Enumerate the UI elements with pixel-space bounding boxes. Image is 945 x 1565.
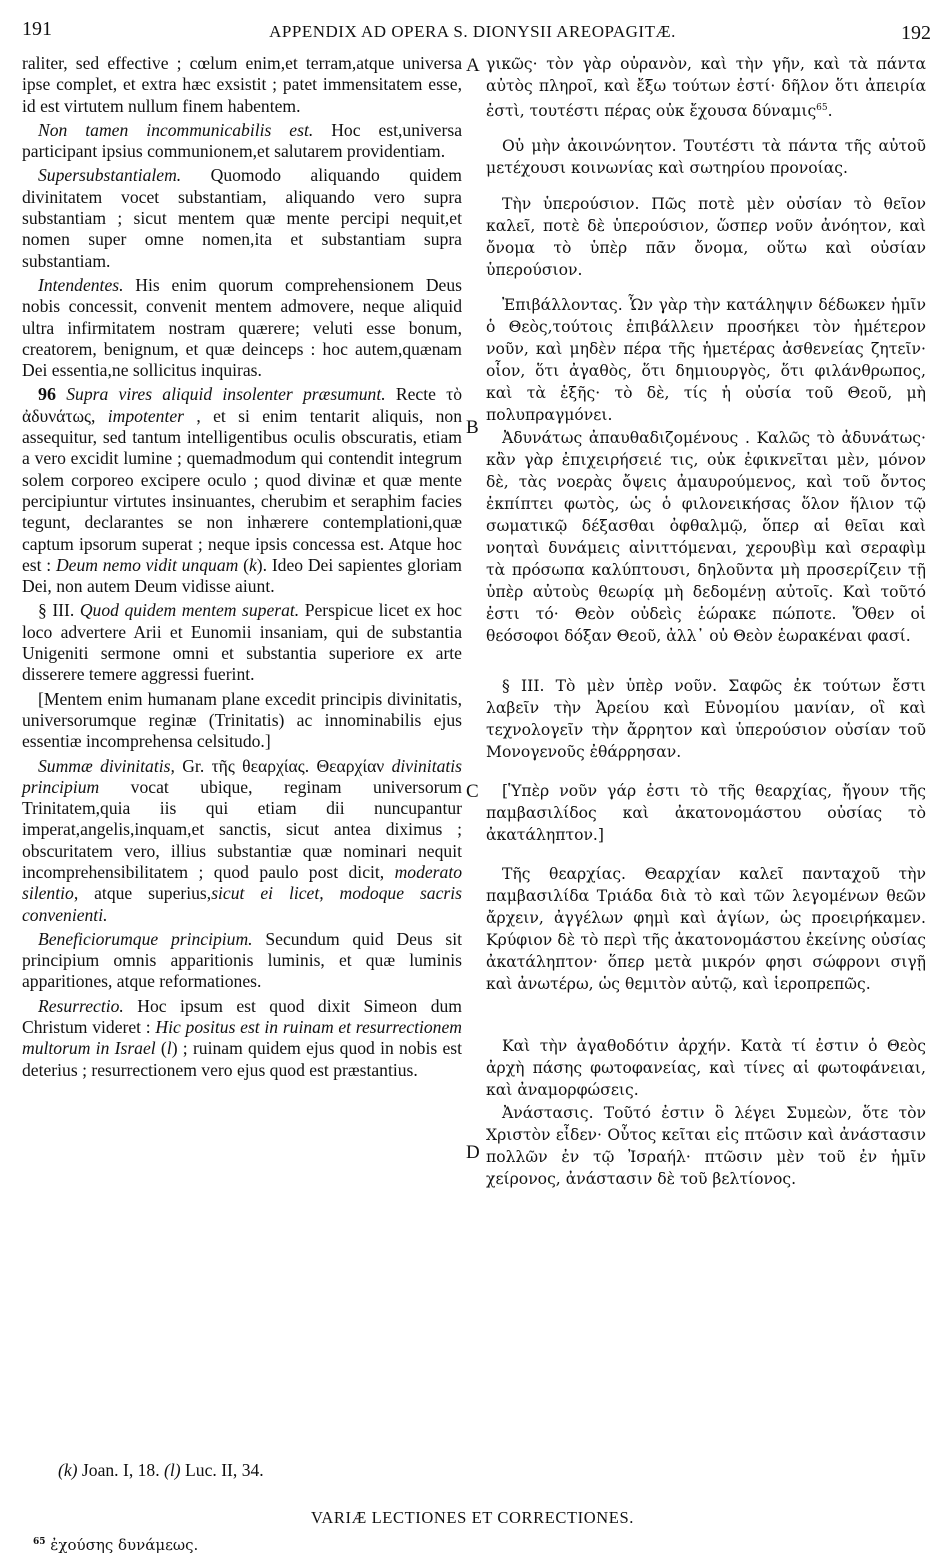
greek-paragraph: γικῶς· τὸν γὰρ οὐρανὸν, καὶ τὴν γῆν, καὶ τὰ πάντα αὐτὸς πληροῖ, καὶ ἔξω τούτων ἐστί· δῆλον ὅτι ἀπειρία ἐστὶ, τουτέστι πέρας οὐκ ἔχουσα δύναμις$^{65}$. xyxy=(486,55,926,121)
lemma: Beneficiorumque principium. xyxy=(38,928,253,949)
greek-paragraph: Οὐ μὴν ἀκοινώνητον. Τουτέστι τὰ πάντα τῆς αὐτοῦ μετέχουσι κοινωνίας καὶ σωτηρίου προνοίας. xyxy=(486,137,926,178)
lemma: Quod quidem mentem superat. xyxy=(79,600,300,621)
running-title: APPENDIX AD OPERA S. DIONYSII AREOPAGITÆ. xyxy=(269,22,676,41)
latin-paragraph: raliter, sed effective ; cœlum enim,et terram,atque universa ipse complet, et extra hæc exsistit ; patet immensitatem esse, id est virtutem nullum finem habentem. xyxy=(22,53,462,116)
footnote-label: (l) xyxy=(164,1460,181,1480)
greek-paragraph: § III. Τὸ μὲν ὑπὲρ νοῦν. Σαφῶς ἐκ τούτων ἔστι λαβεῖν τὴν Ἀρείου καὶ Εὐνομίου μανίαν, οἳ καὶ τεχνολογεῖν τὴν ἄρρητον καὶ ὑπερούσιον οὐσίαν τοῦ Μονογενοῦς ἐθάρρησαν. xyxy=(486,677,926,762)
latin-paragraph: § III. Quod quidem mentem superat. Perspicue licet ex hoc loco advertere Arii et Eunomii insaniam, qui de substantia Unigeniti sermone omni et substantia superiore ex arte disserere temere aggressi fuerint. xyxy=(22,600,462,685)
variant-ref: 65 xyxy=(816,103,828,113)
latin-paragraph: Intendentes. His enim quorum comprehensionem Deus nobis concessit, convenit mentem admovere, neque aliquid ultra infirmitatem nostram quærere; veluti esse bonum, creatorem, benignum, et quæ deinceps : hoc autem,quænam Dei essentia,ne sollicitus inquiras. xyxy=(22,274,462,381)
margin-marker-b: B xyxy=(466,417,479,438)
variae-heading: VARIÆ LECTIONES ET CORRECTIONES. xyxy=(311,1508,634,1527)
greek-paragraph: Καὶ τὴν ἀγαθοδότιν ἀρχήν. Κατὰ τί ἐστιν ὁ Θεὸς ἀρχὴ πάσης φωτοφανείας, καὶ τίνες αἱ φωτοφάνειαι, καὶ ἀναμορφώσεις. xyxy=(486,1037,926,1100)
page-number-right: 192 xyxy=(901,22,931,44)
greek-paragraph: Ἀνάστασις. Τοῦτό ἐστιν ὃ λέγει Συμεὼν, ὅτε τὸν Χριστὸν εἶδεν· Οὗτος κεῖται εἰς πτῶσιν καὶ ἀνάστασιν πολλῶν ἐν τῷ Ἰσραήλ· πτῶσιν μὲν τοῦ ἐν ἡμῖν χείρονος, ἀνάστασιν δὲ τοῦ βελτίονος. xyxy=(486,1104,926,1189)
latin-paragraph: Resurrectio. Hoc ipsum est quod dixit Simeon dum Christum videret : Hic positus est in ruinam et resurrectionem multorum in Israel (l) ; ruinam quidem ejus quod in nobis est deterius ; resurrectionem vero ejus quod est præstantius. xyxy=(22,995,462,1080)
latin-paragraph: Non tamen incommunicabilis est. Hoc est,universa participant ipsius communionem,et salutarem providentiam. xyxy=(22,119,462,162)
lemma: Non tamen incommunicabilis est. xyxy=(38,119,314,140)
greek-paragraph: [Ὑπὲρ νοῦν γάρ ἐστι τὸ τῆς θεαρχίας, ἤγουν τῆς παμβασιλίδος καὶ ἀκατονομάστου οὐσίας τὸ ἀκατάληπτον.] xyxy=(486,782,926,845)
greek-paragraph: Τῆς θεαρχίας. Θεαρχίαν καλεῖ πανταχοῦ τὴν παμβασιλίδα Τριάδα διὰ τὸ καὶ τῶν λεγομένων θεῶν ἄρχειν, ἀγγέλων φημὶ καὶ ἁγίων, ὡς προειρήκαμεν. Κρύφιον δὲ τὸ περὶ τῆς ἀκατονομάστου ἐκείνης οὐσίας ἀκατάληπτον· ὅπερ μετὰ μικρόν φησι σώφρονι σιγῇ καὶ ἀνωτέρω, ὡς θεμιτὸν αὐτῷ, καὶ ἱεροπρεπῶς. xyxy=(486,865,926,994)
section-number: 96 xyxy=(38,384,56,405)
greek-paragraph: Ἐπιβάλλοντας. Ὧν γὰρ τὴν κατάληψιν δέδωκεν ἡμῖν ὁ Θεὸς,τούτοις ἐπιβάλλειν προσήκει τὸν ἡμέτερον νοῦν, καὶ μηδὲν πέρα τῆς ἡμετέρας ἀσθενείας ζητεῖν· οἷον, ὅτι ἀγαθὸς, ὅτι δημιουργὸς, ὅτι φιλάνθρωπος, καὶ τὰ ἑξῆς· τὸ δὲ, τίς ἡ οὐσία τοῦ Θεοῦ, μὴ πολυπραγμόνει. xyxy=(486,296,926,425)
greek-column xyxy=(486,53,926,1190)
lemma: Resurrectio. xyxy=(38,995,124,1016)
margin-marker-d: D xyxy=(466,1142,480,1163)
footnote-ref: l xyxy=(166,1038,172,1059)
margin-marker-c: C xyxy=(466,781,479,802)
lemma: Intendentes. xyxy=(38,274,124,295)
page-number-left: 191 xyxy=(22,18,52,40)
latin-paragraph: Supersubstantialem. Quomodo aliquando quidem divinitatem vocet substantiam, aliquando vero supra substantiam ; sicut mentem quæ mente percipi nequit,et nomen super omne nomen,ita et substantiam supra substantiam. xyxy=(22,165,462,271)
variant-note: $^{65}$ ἐχούσης δυνάμεως. xyxy=(33,1536,199,1554)
greek-paragraph: Τὴν ὑπερούσιον. Πῶς ποτὲ μὲν οὐσίαν τὸ θεῖον καλεῖ, ποτὲ δὲ ὑπερούσιον, ὥσπερ νοῦν ἀνόητον, καὶ ὄνομα τὸ ὑπὲρ πᾶν ὄνομα, οὕτω καὶ οὐσίαν ὑπερούσιον. xyxy=(486,195,926,280)
footnote-text: Joan. I, 18. xyxy=(77,1460,165,1480)
latin-paragraph: [Mentem enim humanam plane excedit principis divinitatis, universorumque reginæ (Trinitatis) ac innominabilis ejus essentiæ incomprehensa celsitudo.] xyxy=(22,688,462,752)
page-header xyxy=(0,18,945,46)
latin-paragraph: Summæ divinitatis, Gr. τῆς θεαρχίας. Θεαρχίαν divinitatis principium vocat ubique, reginam universorum Trinitatem,quia iis qui etiam dii nuncupantur imperat,angelis,inquam,et sanctis, sicut antea diximus ; obscuritatem vero, illius substantiæ quæ nominari nequit incomprehensibilitatem ; quod paulo post dicit, moderato silentio, atque superius,sicut ei licet, modoque sacris convenienti. xyxy=(22,755,462,925)
greek-paragraph: Ἀδυνάτως ἀπαυθαδιζομένους . Καλῶς τὸ ἀδυνάτως· κἂν γὰρ ἐπιχειρήσειέ τις, οὐκ ἐφικνεῖται μὲν, μόνον δὲ, τὰς νοερὰς ὄψεις ἀμαυρούμενος, καὶ τοῦ ὄντος ἐκπίπτει φωτὸς, ὡς ὁ φιλονεικήσας ὅλον ἥλιον τῷ σωματικῷ δέξασθαι ὀφθαλμῷ, ὅπερ αἱ θεῖαι καὶ νοηταὶ δυνάμεις αἰνιττόμεναι, χερουβὶμ καὶ σεραφὶμ τὰ πρόσωπα καλύπτουσι, δηλοῦντα μὴ προσερίζειν τῇ ὑπὲρ αὐτοὺς θεωρίᾳ μὴ δεδομένῃ αὐτοῖς. Καὶ τοῦτό ἐστι τό· Θεὸν οὐδεὶς ἑώρακε πώποτε. Ὅθεν οἱ θεόσοφοι δόξαν Θεοῦ, ἀλλ᾽ οὐ Θεὸν ἑωρακέναι φασί. xyxy=(486,429,926,646)
margin-marker-a: A xyxy=(466,55,480,76)
lemma: Summæ divinitatis, xyxy=(38,755,175,776)
footnote-label: (k) xyxy=(58,1460,78,1480)
latin-paragraph: Beneficiorumque principium. Secundum quid Deus sit principium omnis apparitionis luminis, et quæ luminis apparitiones, atque reformationes. xyxy=(22,928,462,992)
quotation: Deum nemo vidit unquam xyxy=(55,554,239,575)
variant-number: 65 xyxy=(33,1537,46,1547)
latin-column xyxy=(22,53,462,1081)
lemma: Supersubstantialem. xyxy=(38,165,182,186)
section-mark: § III. xyxy=(38,600,80,621)
quotation: Hic positus est in ruinam et resurrectionem multorum in Israel xyxy=(22,1017,462,1059)
footnotes xyxy=(58,1460,264,1481)
footnote-ref: k xyxy=(248,554,257,575)
lemma: Supra vires aliquid insolenter præsumunt. xyxy=(66,384,386,405)
footnote-text: Luc. II, 34. xyxy=(180,1460,264,1480)
latin-paragraph: 96 Supra vires aliquid insolenter præsumunt. Recte τὸ ἀδυνάτως, impotenter , et si enim tentarit aliquis, non assequitur, sed tantum intelligentibus oculis obscuratis, etiam a vero excidit lumine ; quemadmodum qui contendit integrum solem corporeo excipere oculo ; quod divinæ et quæ mente percipiuntur virtutes insinuantes, cherubim et seraphim facies tegunt, declarantes se non inhærere contemplationi,quæ captum ipsorum superat ; neque ipsis concessa est. Atque hoc est : Deum nemo vidit unquam (k). Ideo Dei sapientes gloriam Dei, non autem Deum vidisse aiunt. xyxy=(22,384,462,597)
